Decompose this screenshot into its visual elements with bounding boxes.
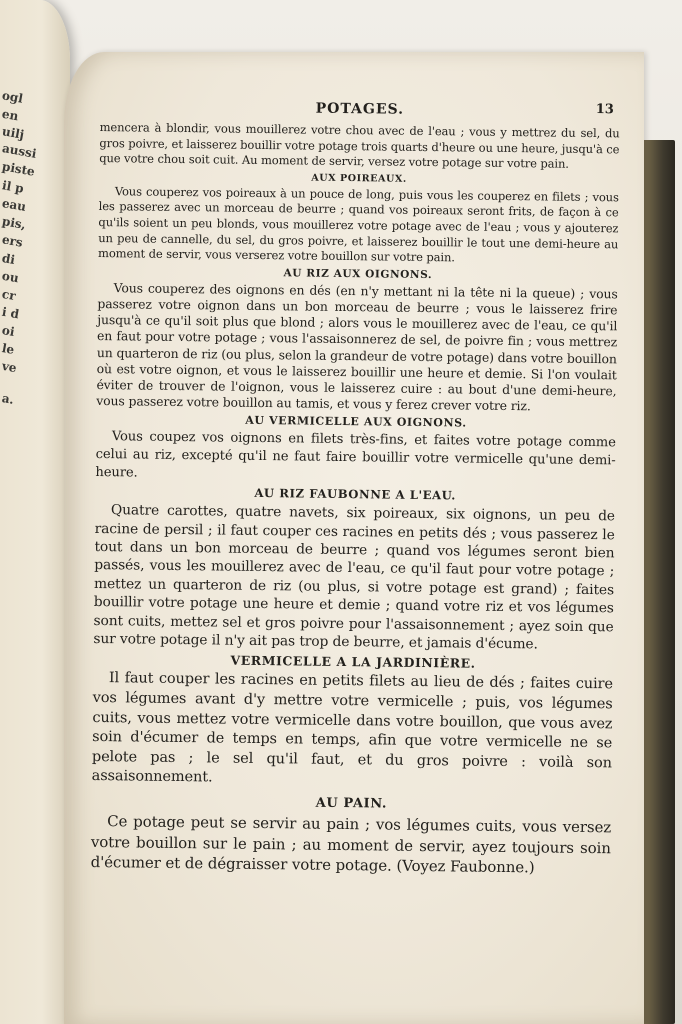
left-page-fragment: i d <box>0 304 21 322</box>
left-page-fragment: ve <box>0 358 18 376</box>
left-page-fragment: il p <box>0 178 25 196</box>
recipe-text: Vous coupez vos oignons en filets très-fins, et faites votre potage comme celui au riz, excepté qu'il ne faut faire bouillir votre vermicelle qu'une demi-heure. <box>95 429 616 481</box>
page-text-block <box>91 98 620 879</box>
intro-section <box>99 120 620 173</box>
recipe-heading: AU RIZ FAUBONNE A L'EAU. <box>254 486 457 503</box>
recipe-heading: AU VERMICELLE AUX OIGNONS. <box>245 414 467 430</box>
intro-paragraph: mencera à blondir, vous mouillerez votre chou avec de l'eau ; vous y mettrez du sel, du gros poivre, et laisserez bouillir votre potage trois quarts d'heure ou une heure, jusqu'à ce que votre chou soit cuit. Au moment de servir, versez votre potage sur votre pain. <box>99 119 620 171</box>
left-page-fragment: aussi <box>1 141 38 161</box>
left-page-fragment: ogl <box>0 88 25 106</box>
left-page-fragment: oi <box>0 323 16 339</box>
left-page-fragment: ers <box>0 232 24 250</box>
left-page-fragment: le <box>0 341 16 357</box>
recipe-au-riz-aux-oignons <box>96 265 618 416</box>
left-page-fragment: pis, <box>0 214 27 232</box>
recipe-au-riz-faubonne <box>93 484 615 655</box>
left-page-fragment: eau <box>0 196 28 214</box>
recipe-text: Vous couperez vos poireaux à un pouce de long, puis vous les couperez en filets ; vous les passerez avec un morceau de beurre ; quand vos poireaux seront frits, de façon à ce qu'ils soient un peu blonds, vous mouillerez votre potage avec de l'eau ; vous y ajouterez un peu de cannelle, du sel, du gros poivre, et laisserez bouillir le tout une demi-heure au moment de servir, vous verserez votre bouillon sur votre pain. <box>98 183 619 265</box>
left-page-fragment: ou <box>0 268 20 286</box>
recipe-text: Il faut couper les racines en petits filets au lieu de dés ; faites cuire vos légumes avant d'y mettre votre vermicelle ; puis, vos légumes cuits, vous mettez votre vermicelle dans votre bouillon, que vous avez soin d'écumer de temps en temps, afin que votre vermicelle ne se pelote pas ; le sel qu'il faut, et du gros poivre : voilà son assaisonnement. <box>91 670 613 786</box>
left-page-fragment: uilj <box>0 124 26 142</box>
recipe-au-vermicelle-aux-oignons <box>95 412 616 487</box>
left-page-fragment: di <box>0 250 17 268</box>
running-title: POTAGES. <box>315 100 405 118</box>
left-page-fragment: cr <box>0 286 17 304</box>
page-number: 13 <box>595 102 614 118</box>
recipe-text: Ce potage peut se servir au pain ; vos légumes cuits, vous versez votre bouillon sur le pain ; au moment de servir, ayez toujours soin d'écumer et de dégraisser votre potage. (Voyez Faubonne.) <box>90 812 612 877</box>
recipe-text: Quatre carottes, quatre navets, six poireaux, six oignons, un peu de racine de persil ; il faut couper ces racines en petits dés ; vous passerez le tout dans un bon morceau de beurre ; quand vos légumes seront bien passés, vous les mouillerez avec de l'eau, ce qu'il faut pour votre potage ; mettez un quarteron de riz (ou plus, si votre potage est grand) ; faites bouillir votre potage une heure et demie ; quand votre riz et vos légumes sont cuits, mettez sel et gros poivre pour l'assaisonnement ; ayez soin que sur votre potage il n'y ait pas trop de beurre, et jamais d'écume. <box>93 502 616 653</box>
recipe-heading: AU PAIN. <box>315 795 388 812</box>
recipe-au-pain <box>91 793 612 879</box>
left-page-fragment: en <box>0 106 20 124</box>
recipe-heading: AU RIZ AUX OIGNONS. <box>283 267 433 281</box>
recipe-aux-poireaux <box>98 170 619 268</box>
recipe-heading: AUX POIREAUX. <box>311 172 407 185</box>
recipe-text: Vous couperez des oignons en dés (en n'y mettant ni la tête ni la queue) ; vous passerez votre oignon dans un bon morceau de beurre ; vous le laisserez frire jusqu'à ce qu'il soit plus que blond ; alors vous le mouillerez avec de l'eau, ce qu'il en faut pour votre potage ; vous l'assaisonnerez de sel, de poivre fin ; vous mettrez un quarteron de riz (ou plus, selon la grandeur de votre potage) dans votre bouillon où est votre oignon, et vous le laisserez bouillir une heure et demie. Si l'on voulait éviter de trouver de l'oignon, vous le laisserez cuire : au bout d'une demi-heure, vous passerez votre bouillon au tamis, et vous y ferez crever votre riz. <box>96 279 618 414</box>
book-page <box>64 52 644 1024</box>
left-page-fragment: a. <box>0 391 16 407</box>
left-page-fragment: piste <box>1 159 36 179</box>
recipe-vermicelle-jardiniere <box>92 651 614 793</box>
recipe-heading: VERMICELLE A LA JARDINIÈRE. <box>230 653 476 672</box>
left-facing-page <box>0 0 70 1024</box>
